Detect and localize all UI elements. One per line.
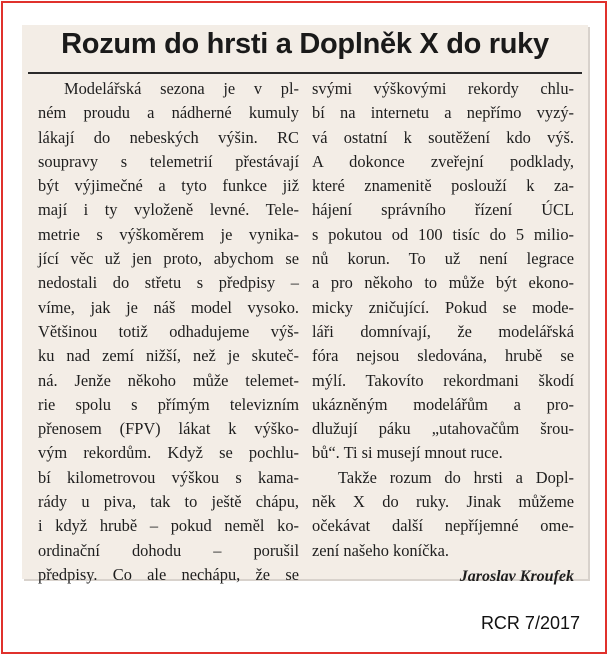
text-line: metrie s výškoměrem je vynika- [38, 224, 299, 244]
text-line: bí kilometrovou výškou s kama- [38, 467, 299, 487]
text-line: mýlí. Takovíto rekordmani škodí [312, 370, 574, 390]
text-line: bí na internetu a nepřímo vyzý- [312, 103, 574, 123]
text-line: očekávat další nepříjemné ome- [312, 516, 574, 536]
text-line: i když hrubě – pokud neměl ko- [38, 516, 299, 536]
headline-rule [28, 72, 582, 74]
text-line: zení našeho koníčka. [312, 540, 449, 560]
text-line: svými výškovými rekordy chlu- [312, 79, 574, 98]
text-line: mají i ty vyloženě levné. Tele- [38, 200, 299, 220]
text-line: přenosem (FPV) lákat k výško- [38, 419, 299, 439]
article-headline: Rozum do hrsti a Doplněk X do ruky [61, 28, 549, 60]
text-line: ná. Jenže někoho může telemet- [38, 370, 299, 390]
text-line: fóra nejsou sledována, hrubě se [312, 346, 574, 366]
text-line: bů“. Ti si musejí mnout ruce. [312, 443, 503, 463]
source-citation: RCR 7/2017 [480, 613, 580, 633]
text-line: micky zničující. Pokud se mode- [312, 297, 574, 317]
article-author: Jaroslav Kroufek [459, 567, 574, 585]
text-line: a pro někoho to může být ekono- [312, 273, 574, 293]
text-line: Takže rozum do hrsti a Dopl- [338, 467, 574, 487]
text-line: soupravy s telemetrií přestávají [38, 151, 299, 171]
text-line: předpisy. Co ale nechápu, že se [38, 564, 299, 584]
text-line: Většinou totiž odhadujeme výš- [38, 321, 299, 341]
text-line: dlužují páku „utahovačům šrou- [312, 419, 574, 439]
text-line: vá ostatní k soutěžení kdo výš. [312, 127, 574, 147]
text-line: láři domnívají, že modelářská [312, 321, 574, 341]
text-line: nedostali do střetu s předpisy – [38, 273, 299, 293]
text-line: ku nad zemí nižší, než je skuteč- [38, 346, 299, 366]
left-column [38, 77, 299, 587]
text-line: ordinační dohodu – porušil [38, 540, 299, 560]
text-line: jící věc už jen proto, abychom se [38, 249, 299, 269]
text-line: Modelářská sezona je v pl- [64, 79, 299, 98]
text-line: ukázněným modelářům a pro- [312, 394, 574, 414]
text-line: lákají do nebeských výšin. RC [38, 127, 299, 147]
text-line: rády u piva, tak to ještě chápu, [38, 492, 299, 512]
text-line: nů korun. To už není legrace [312, 249, 574, 269]
text-line: být výjimečné a tyto funkce již [38, 176, 299, 196]
text-line: vým rekordům. Když se pochlu- [38, 443, 299, 463]
text-line: něk X do ruky. Jinak můžeme [312, 492, 574, 512]
text-line: s pokutou od 100 tisíc do 5 milio- [312, 224, 574, 244]
text-line: rie spolu s přímým televizním [38, 394, 299, 414]
text-line: víme, jak je náš model vysoko. [38, 297, 299, 317]
text-line: hájení správního řízení ÚCL [312, 200, 574, 220]
right-column [312, 77, 574, 589]
text-line: které znamenitě poslouží k za- [312, 176, 574, 196]
text-line: A dokonce zveřejní podklady, [312, 151, 574, 171]
text-line: ném proudu a nádherné kumuly [38, 103, 299, 123]
